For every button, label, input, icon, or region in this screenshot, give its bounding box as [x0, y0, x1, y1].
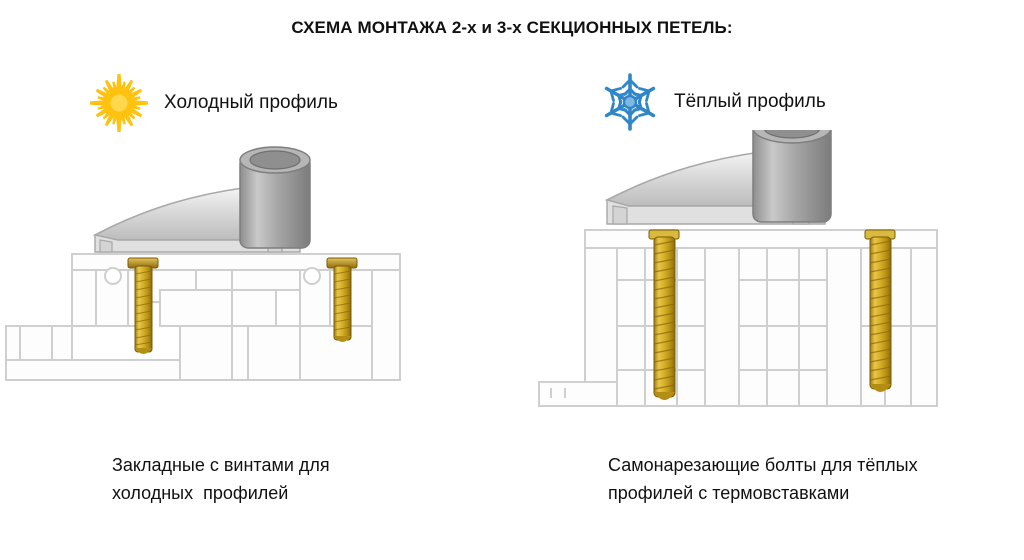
page-title: СХЕМА МОНТАЖА 2-х и 3-х СЕКЦИОННЫХ ПЕТЕЛЬ:: [291, 18, 733, 37]
diagram-cold-profile: [0, 130, 470, 430]
column-header-cold: [88, 72, 338, 134]
caption-warm-line-2: профилей с термовставками: [608, 482, 850, 503]
caption-cold-line-1: Закладные с винтами для: [112, 455, 330, 475]
caption-warm-line-1: Самонарезающие болты для тёплых: [608, 455, 918, 475]
column-header-label-cold: Холодный профиль: [164, 92, 338, 113]
caption-cold-profile: [112, 452, 442, 508]
diagram-warm-profile: [525, 130, 995, 430]
column-header-warm: [600, 72, 826, 132]
column-header-label-warm: Тёплый профиль: [674, 91, 826, 112]
sun-icon: [88, 72, 150, 134]
snowflake-icon: [600, 72, 660, 132]
caption-warm-profile: [608, 452, 1008, 508]
caption-cold-line-2: холодных профилей: [112, 482, 289, 503]
